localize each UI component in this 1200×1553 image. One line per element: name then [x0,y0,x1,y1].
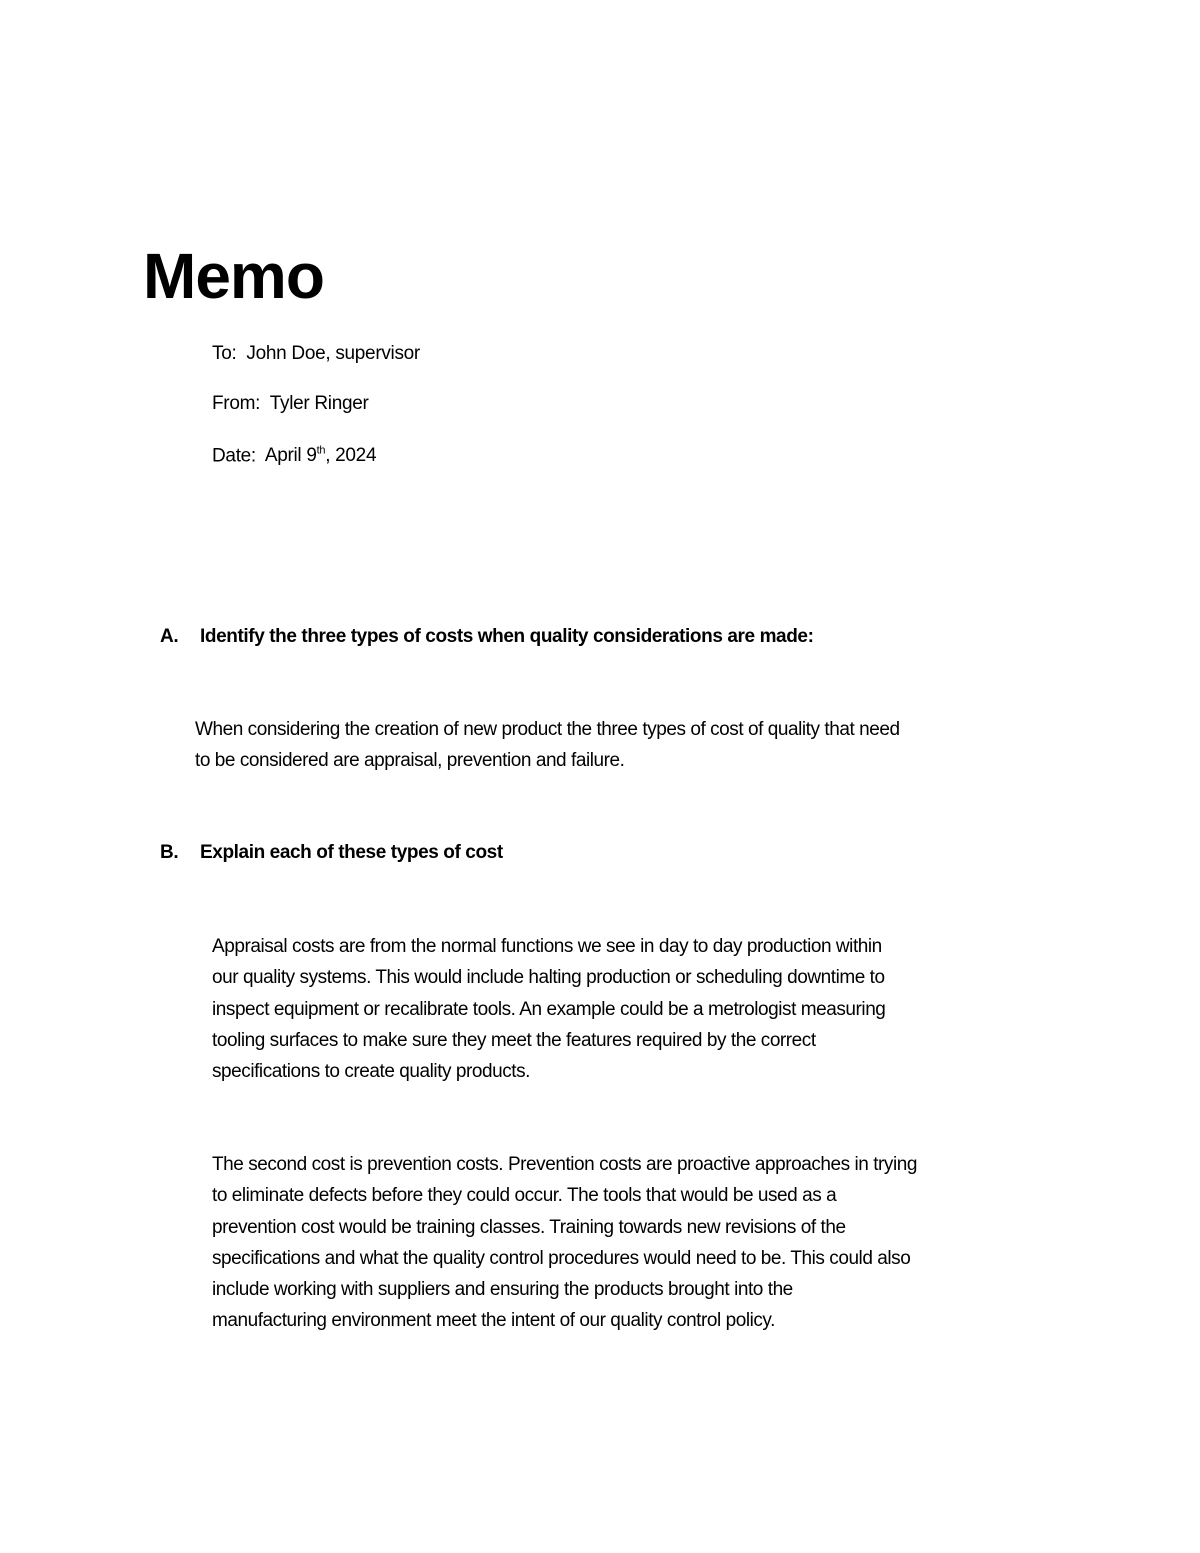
prevention-paragraph [212,1149,917,1337]
from-value: Tyler Ringer [269,393,369,414]
section-heading-text: Identify the three types of costs when quality considerations are made: [200,626,814,647]
appraisal-paragraph [212,931,885,1087]
text-line: to eliminate defects before they could occur. The tools that would be used as a [212,1185,837,1207]
text-line: include working with suppliers and ensuring the products brought into the [212,1279,793,1301]
text-line: The second cost is prevention costs. Prevention costs are proactive approaches in trying [212,1154,917,1175]
text-line: manufacturing environment meet the intent of our quality control policy. [212,1310,775,1332]
text-line: tooling surfaces to make sure they meet the features required by the correct [212,1029,816,1051]
date-line [212,436,376,471]
text-line: specifications and what the quality control procedures would need to be. This could also [212,1247,911,1269]
section-b-heading [160,838,1060,868]
to-value: John Doe, supervisor [246,343,420,364]
text-line: specifications to create quality products. [212,1061,530,1083]
to-label: To: [212,343,237,364]
text-line: prevention cost would be training classes. Training towards new revisions of the [212,1216,846,1238]
section-label: B. [160,842,179,863]
from-label: From: [212,393,261,414]
date-label: Date: [212,445,256,467]
text-line: When considering the creation of new product the three types of cost of quality that need [195,719,900,740]
from-line [212,389,369,419]
section-label: A. [160,626,179,647]
to-line [212,339,420,369]
date-month-day: April 9 [264,445,317,467]
date-value [265,445,376,466]
text-line: Appraisal costs are from the normal functions we see in day to day production within [212,936,882,957]
text-line: inspect equipment or recalibrate tools. An example could be a metrologist measuring [212,998,886,1020]
date-ordinal: th [316,445,326,457]
date-year: , 2024 [325,445,377,467]
memo-title: Memo [143,240,324,312]
text-line: to be considered are appraisal, prevention and failure. [195,750,625,772]
section-a-heading [160,622,1060,652]
section-a-paragraph [195,714,900,777]
section-heading-text: Explain each of these types of cost [200,842,503,863]
text-line: our quality systems. This would include halting production or scheduling downtime to [212,967,885,989]
